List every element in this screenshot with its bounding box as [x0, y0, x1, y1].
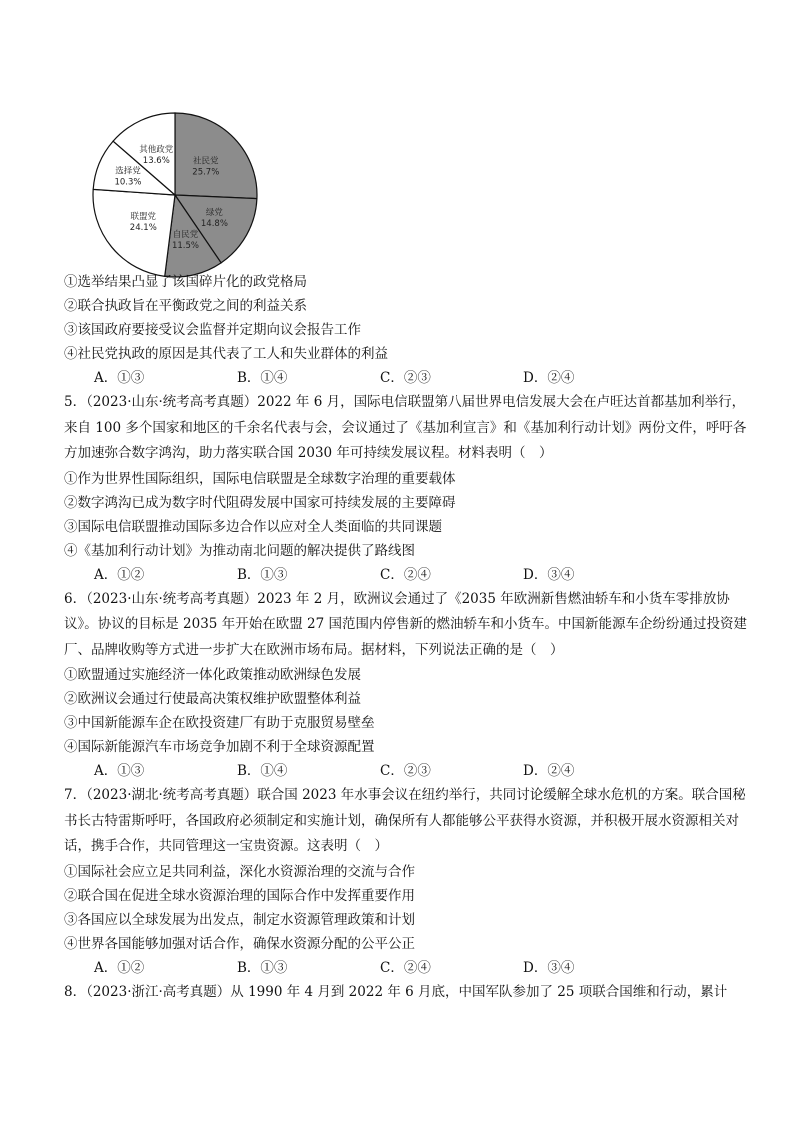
- q5-option-b[interactable]: B．①③: [237, 566, 288, 583]
- q7-statement-3: ③各国应以全球发展为出发点，制定水资源管理政策和计划: [64, 911, 415, 928]
- question-8: [64, 980, 754, 1004]
- party-seat-pie-chart: [80, 100, 270, 290]
- pie-value-5: 10.3%: [114, 177, 142, 188]
- q5-option-d[interactable]: D．③④: [523, 566, 575, 583]
- q6-options: [64, 759, 754, 783]
- q5-option-a[interactable]: A．①②: [94, 566, 145, 583]
- q6-statement-3: ③中国新能源车企在欧投资建厂有助于克服贸易壁垒: [64, 715, 375, 731]
- q6-option-b[interactable]: B．①④: [237, 763, 288, 779]
- q4-statement-1: ①选举结果凸显了该国碎片化的政党格局: [64, 274, 307, 290]
- pie-label-4: 联盟党: [130, 212, 157, 222]
- q4-option-b[interactable]: B．①④: [237, 370, 288, 386]
- pie-value-1: 25.7%: [192, 167, 220, 178]
- q5-option-c[interactable]: C．②④: [380, 566, 431, 583]
- q8-stem: 8．（2023·浙江·高考真题）从 1990 年 4 月到 2022 年 6 月底，中国军队参加了 25 项联合国维和行动，累计: [64, 983, 728, 1000]
- q7-option-d[interactable]: D．③④: [523, 959, 575, 976]
- pie-value-2: 14.8%: [200, 219, 228, 229]
- pie-chart-svg: [80, 100, 270, 290]
- q4-option-d[interactable]: D．②④: [523, 370, 575, 386]
- q6-option-c[interactable]: C．②③: [380, 763, 431, 779]
- q5-statement-4: ④《基加利行动计划》为推动南北问题的解决提供了路线图: [64, 542, 415, 559]
- q7-statement-2: ②联合国在促进全球水资源治理的国际合作中发挥重要作用: [64, 887, 415, 904]
- q6-statement-2: ②欧洲议会通过行使最高决策权维护欧盟整体利益: [64, 691, 361, 707]
- q6-statement-1: ①欧盟通过实施经济一体化政策推动欧洲绿色发展: [64, 667, 361, 683]
- q5-statement-2: ②数字鸿沟已成为数字时代阻碍发展中国家可持续发展的主要障碍: [64, 494, 456, 511]
- pie-value-3: 11.5%: [171, 240, 200, 251]
- pie-value-6: 13.6%: [142, 156, 170, 166]
- pie-label-5: 选择党: [115, 166, 141, 177]
- q4-statement-3: ③该国政府要接受议会监督并定期向议会报告工作: [64, 322, 361, 338]
- question-6: [64, 587, 754, 784]
- q7-stem: 7．（2023·湖北·统考高考真题）联合国 2023 年水事会议在纽约举行，共同讨论缓解全球水危机的方案。联合国秘书长古特雷斯呼吁，各国政府必须制定和实施计划，确保所有人都能够公平获得水资源，并积极开展水资源相关对话，携手合作，共同管理这一宝贵资源。这表明（ ）: [64, 787, 746, 854]
- q5-statement-3: ③国际电信联盟推动国际多边合作以应对全人类面临的共同课题: [64, 518, 442, 535]
- q6-statement-4: ④国际新能源汽车市场竞争加剧不利于全球资源配置: [64, 739, 375, 755]
- q4-option-c[interactable]: C．②③: [380, 370, 431, 386]
- q5-statement-1: ①作为世界性国际组织，国际电信联盟是全球数字治理的重要载体: [64, 470, 456, 487]
- pie-label-3: 自民党: [172, 229, 199, 240]
- q5-options: [64, 563, 754, 587]
- q7-options: [64, 956, 754, 980]
- question-7: [64, 783, 754, 980]
- q7-statement-1: ①国际社会应立足共同利益，深化水资源治理的交流与合作: [64, 863, 415, 880]
- pie-label-2: 绿党: [205, 208, 223, 218]
- q6-stem: 6．（2023·山东·统考高考真题）2023 年 2 月，欧洲议会通过了《2035 年欧洲新售燃油轿车和小货车零排放协议》。协议的目标是 2035 年开始在欧盟 27 国范围内停售新的燃油轿车和小货车。中国新能源车企纷纷通过投资建厂、品牌收购等方式进一步扩大在欧洲市场布局。据材料，下列说法正确的是（ ）: [64, 590, 747, 658]
- q4-option-a[interactable]: A．①③: [94, 370, 145, 386]
- q4-options: [64, 366, 754, 390]
- q5-stem: 5．（2023·山东·统考高考真题）2022 年 6 月，国际电信联盟第八届世界电信发展大会在卢旺达首都基加利举行，来自 100 多个国家和地区的千余名代表与会，会议通过了《基加利宣言》和《基加利行动计划》两份文件，呼吁各方加速弥合数字鸿沟，助力落实联合国 2030 年可持续发展议程。材料表明（ ）: [64, 394, 747, 461]
- q7-option-c[interactable]: C．②④: [380, 959, 431, 976]
- q7-option-a[interactable]: A．①②: [94, 959, 145, 976]
- q7-option-b[interactable]: B．①③: [237, 959, 288, 976]
- q6-option-a[interactable]: A．①③: [94, 763, 145, 779]
- question-5: [64, 390, 754, 587]
- q4-statement-4: ④社民党执政的原因是其代表了工人和失业群体的利益: [64, 346, 388, 362]
- pie-label-6: 其他政党: [139, 145, 174, 155]
- q7-statement-4: ④世界各国能够加强对话合作，确保水资源分配的公平公正: [64, 935, 415, 952]
- q6-option-d[interactable]: D．②④: [523, 763, 575, 779]
- q4-statement-2: ②联合执政旨在平衡政党之间的利益关系: [64, 298, 307, 314]
- pie-label-1: 社民党: [193, 156, 219, 167]
- question-4-tail: [64, 270, 754, 390]
- question-content: [64, 270, 754, 1004]
- pie-value-4: 24.1%: [129, 223, 157, 233]
